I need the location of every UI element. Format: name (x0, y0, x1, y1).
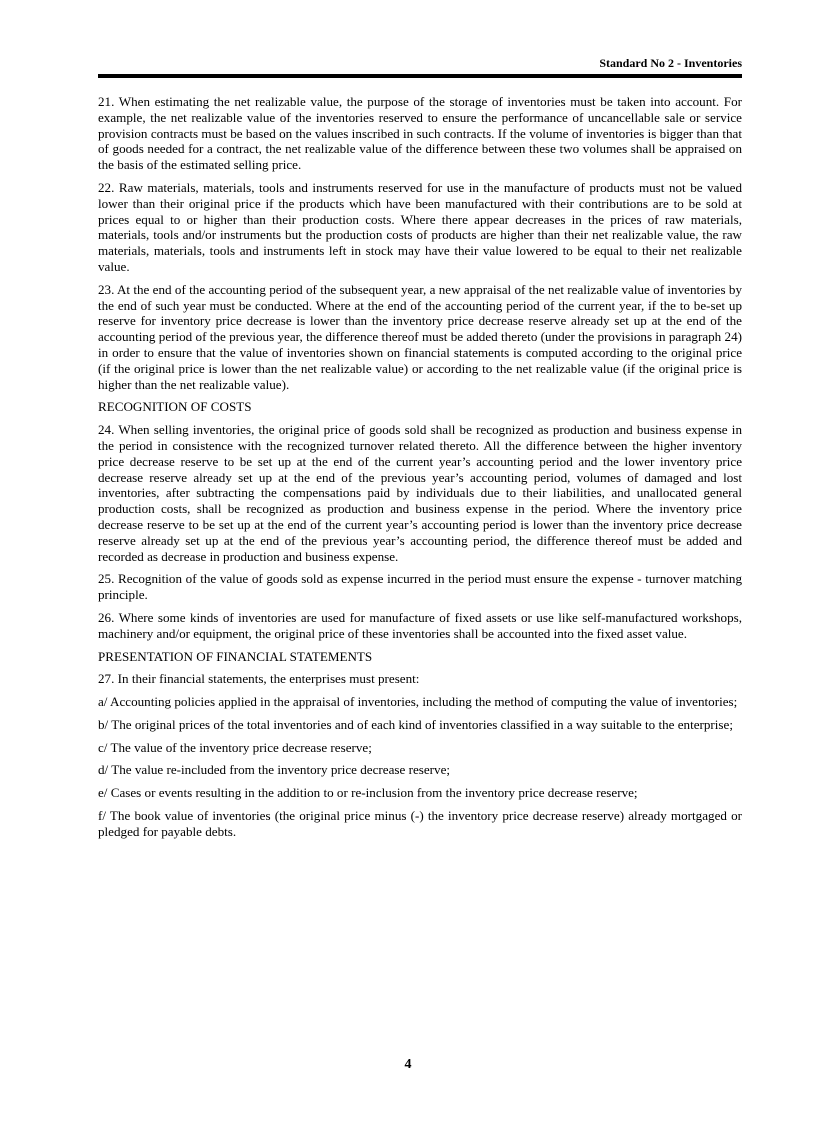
paragraph-23: 23. At the end of the accounting period of the subsequent year, a new appraisal of the net realizable value of inventories by the end of such year must be conducted. Where at the end of the accounting period of the current year, if the to be-set up reserve for inventory price decrease is lower than the inventory price decrease reserve already set up at the end of the accounting period of the previous year, the difference thereof must be added thereto (under the provisions in paragraph 24) in order to ensure that the value of inventories shown on financial statements is computed according to the original price (if the original price is lower than the net realizable value) or according to the net realizable value (if the original price is higher than the net realizable value). (98, 281, 742, 392)
paragraph-25: 25. Recognition of the value of goods sold as expense incurred in the period must ensure the expense - turnover matching principle. (98, 571, 742, 603)
list-item-a: a/ Accounting policies applied in the appraisal of inventories, including the method of computing the value of inventories; (98, 694, 738, 710)
header-rule (98, 74, 742, 78)
paragraph-24: 24. When selling inventories, the original price of goods sold shall be recognized as production and business expense in the period in consistence with the recognized turnover related thereto. All the difference between the higher inventory price decrease reserve to be set up at the end of the current year’s accounting period and the lower inventory price decrease reserve already set up at the end of the previous year’s accounting period, volumes of damaged and lost inventories, after subtracting the compensations paid by individuals due to their liabilities, and unallocated general production costs, shall be recognized as production and business expense in the period. Where the inventory price decrease reserve to be set up at the end of the current year’s accounting period is lower than the inventory price decrease reserve already set up at the end of the previous year’s accounting period, the difference thereof must be added and recorded as decrease in production and business expense. (98, 422, 742, 564)
document-body (98, 94, 742, 847)
list-item-c: c/ The value of the inventory price decrease reserve; (98, 739, 372, 755)
paragraph-22: 22. Raw materials, materials, tools and instruments reserved for use in the manufacture of products must not be valued lower than their original price if the products which have been manufactured with their contributions are to be sold at prices equal to or higher than their production costs. Where there appear decreases in the prices of raw materials, materials, tools and/or instruments but the production costs of products are higher than their net realizable value, the raw materials, materials, tools and instruments left in stock may have their value lowered to be equal to their net realizable value. (98, 179, 742, 274)
list-item-b: b/ The original prices of the total inventories and of each kind of inventories classified in a way suitable to the enterprise; (98, 716, 733, 732)
section-heading-presentation: PRESENTATION OF FINANCIAL STATEMENTS (98, 648, 373, 664)
paragraph-26: 26. Where some kinds of inventories are used for manufacture of fixed assets or use like self-manufactured workshops, machinery and/or equipment, the original price of these inventories shall be accounted into the fixed asset value. (98, 609, 742, 641)
paragraph-21: 21. When estimating the net realizable value, the purpose of the storage of inventories must be taken into account. For example, the net realizable value of the inventories reserved to ensure the performance of uncancellable sale or service provision contracts must be based on the values inscribed in such contracts. If the volume of inventories is bigger than that of goods needed for a contract, the net realizable value of the difference between these two volumes shall be appraised on the basis of the estimated selling price. (98, 94, 742, 173)
page-header-title: Standard No 2 - Inventories (599, 56, 742, 70)
page-number: 4 (404, 1057, 412, 1072)
section-heading-recognition-of-costs: RECOGNITION OF COSTS (98, 399, 252, 415)
list-item-f: f/ The book value of inventories (the original price minus (-) the inventory price decrease reserve) already mortgaged or pledged for payable debts. (98, 808, 742, 839)
list-item-d: d/ The value re-included from the inventory price decrease reserve; (98, 762, 451, 778)
list-item-e: e/ Cases or events resulting in the addition to or re-inclusion from the inventory price decrease reserve; (98, 785, 638, 801)
paragraph-27: 27. In their financial statements, the enterprises must present: (98, 671, 420, 687)
